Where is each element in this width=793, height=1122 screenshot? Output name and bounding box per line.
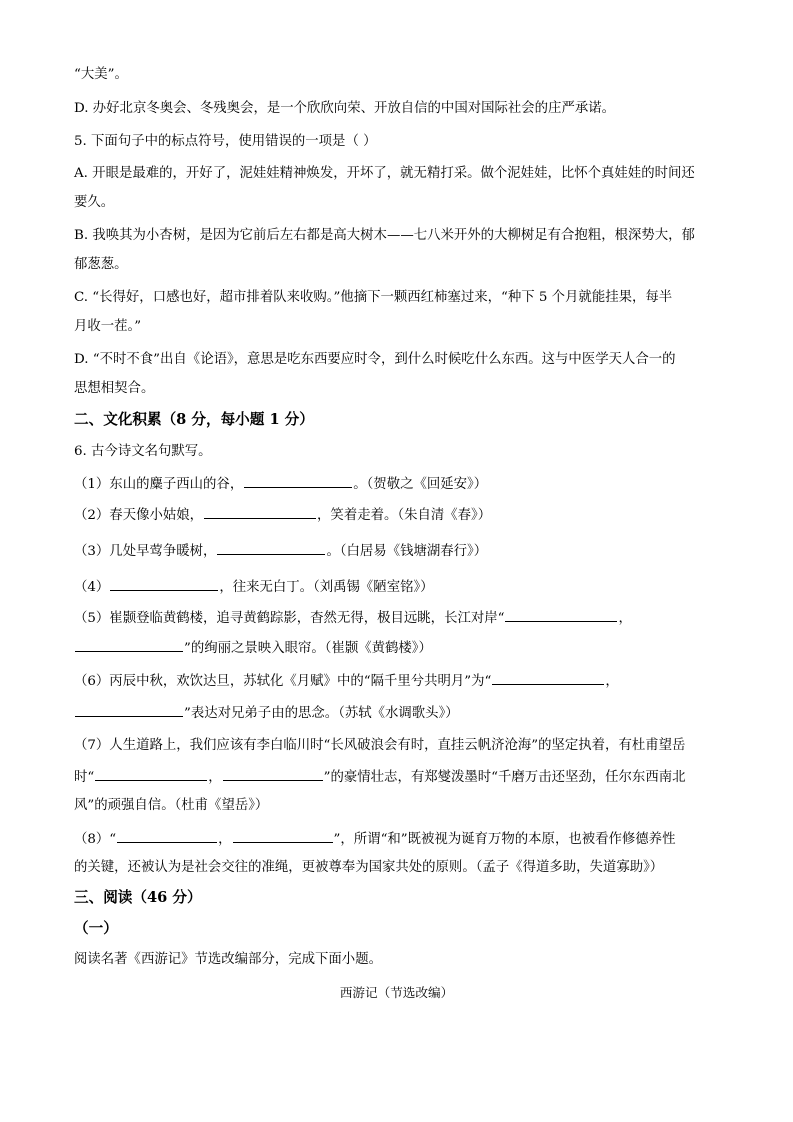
answer-blank[interactable]	[505, 608, 617, 622]
answer-blank[interactable]	[217, 541, 325, 555]
q4-option-c-tail: “大美”。	[74, 67, 128, 82]
subsection-heading: （一）	[74, 920, 118, 937]
answer-blank[interactable]	[75, 703, 183, 717]
q5-stem: 5. 下面句子中的标点符号，使用错误的一项是（ ）	[74, 134, 377, 149]
q5-option-b-line2: 郁葱葱。	[74, 257, 128, 272]
answer-blank[interactable]	[204, 505, 316, 519]
q5-option-b-line1: B. 我唤其为小杏树，是因为它前后左右都是高大树木——七八米开外的大柳树足有合抱粗，根深势大，郁	[74, 228, 695, 243]
answer-blank[interactable]	[492, 671, 604, 685]
q6-item-5-line1: （5）崔颢登临黄鹤楼，追寻黄鹤踪影，杳然无得，极目远眺，长江对岸“ ，	[74, 608, 632, 628]
q6-item-2: （2）春天像小姑娘， ，笑着走着。（朱自清《春》）	[74, 505, 491, 525]
q6-item-6-line2: ”表达对兄弟子由的思念。（苏轼《水调歌头》）	[74, 703, 459, 723]
q6-item-8-line2: 的关键，还被认为是社会交往的准绳，更被尊奉为国家共处的原则。（孟子《得道多助，失道寡助》）	[74, 860, 664, 875]
q4-option-d: D. 办好北京冬奥会、冬残奥会，是一个欣欣向荣、开放自信的中国对国际社会的庄严承诺。	[74, 101, 616, 116]
answer-blank[interactable]	[244, 474, 352, 488]
answer-blank[interactable]	[75, 638, 183, 652]
q6-item-7-line3: 风”的顽强自信。（杜甫《望岳》）	[74, 798, 269, 813]
q5-option-c-line1: C. “长得好，口感也好，超市排着队来收购。”他摘下一颗西红柿塞过来，“种下 5 个月就能挂果，每半	[74, 290, 673, 305]
answer-blank[interactable]	[110, 577, 218, 591]
q5-option-d-line2: 思想相契合。	[74, 381, 155, 396]
answer-blank[interactable]	[233, 829, 333, 843]
answer-blank[interactable]	[95, 767, 207, 781]
q5-option-a-line1: A. 开眼是最难的，开好了，泥娃娃精神焕发，开坏了，就无精打采。做个泥娃娃，比怀个真娃娃的时间还	[74, 166, 695, 181]
answer-blank[interactable]	[223, 767, 323, 781]
q5-option-d-line1: D. “不时不食”出自《论语》，意思是吃东西要应时令，到什么时候吃什么东西。这与中医学天人合一的	[74, 352, 676, 367]
answer-blank[interactable]	[117, 829, 217, 843]
q5-option-a-line2: 要久。	[74, 195, 115, 210]
q6-item-1: （1）东山的麋子西山的谷， 。（贺敬之《回延安》）	[74, 474, 487, 494]
passage-title: 西游记（节选改编）	[339, 985, 454, 1000]
q6-item-7-line1: （7）人生道路上，我们应该有李白临川时“长风破浪会有时，直挂云帆济沧海”的坚定执着，有杜甫望岳	[74, 738, 686, 753]
section-3-heading: 三、阅读（46 分）	[74, 889, 202, 906]
q6-item-8-line1: （8）“ ， ”，所谓“和”既被视为诞育万物的本原，也被看作修德养性	[74, 829, 675, 849]
q6-item-4: （4） ，往来无白丁。（刘禹锡《陋室铭》）	[74, 577, 434, 597]
section-2-heading: 二、文化积累（8 分，每小题 1 分）	[74, 411, 314, 428]
reading-instruction: 阅读名著《西游记》节选改编部分，完成下面小题。	[74, 952, 382, 967]
q6-stem: 6. 古今诗文名句默写。	[74, 444, 212, 459]
q6-item-3: （3）几处早莺争暖树， 。（白居易《钱塘湖春行》）	[74, 541, 487, 561]
q5-option-c-line2: 月收一茬。”	[74, 319, 142, 334]
q6-item-7-line2: 时“ ， ”的豪情壮志，有郑燮泼墨时“千磨万击还坚劲，任尔东西南北	[74, 767, 686, 787]
q6-item-5-line2: ”的绚丽之景映入眼帘。（崔颢《黄鹤楼》）	[74, 638, 432, 658]
q6-item-6-line1: （6）丙辰中秋，欢饮达旦，苏轼化《月赋》中的“隔千里兮共明月”为“ ，	[74, 671, 619, 691]
